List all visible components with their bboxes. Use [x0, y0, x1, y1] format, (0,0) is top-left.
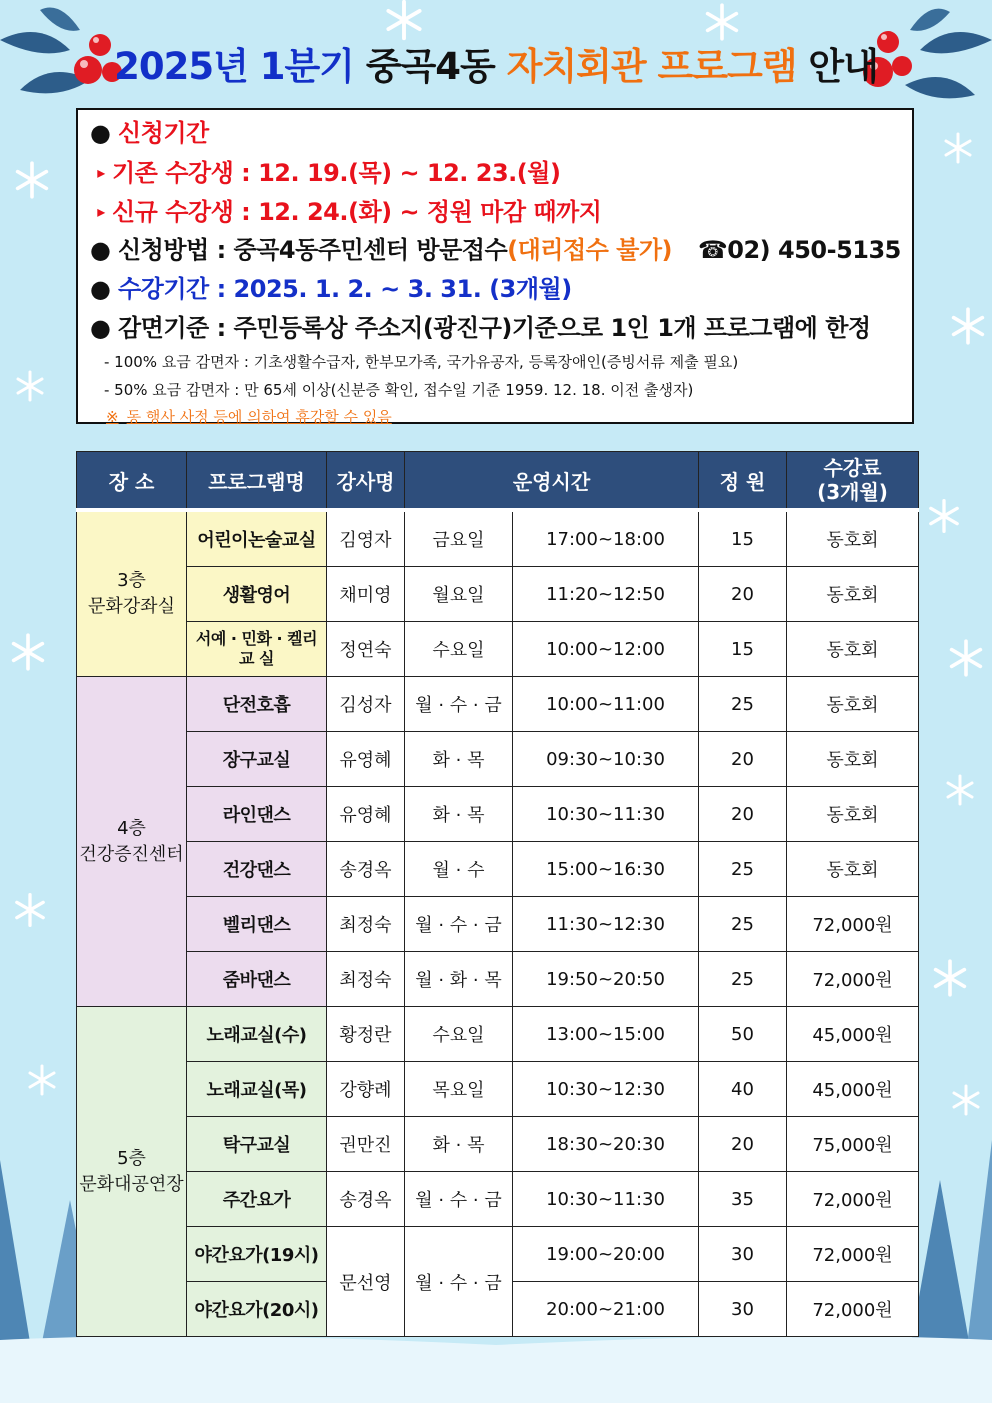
teacher-name: 채미영 [327, 567, 405, 622]
time: 19:50~20:50 [513, 952, 699, 1007]
table-header-row [77, 452, 919, 511]
program-name: 노래교실(목) [187, 1062, 327, 1117]
days: 목요일 [405, 1062, 513, 1117]
header-place: 장 소 [77, 452, 187, 511]
time: 10:30~11:30 [513, 787, 699, 842]
apply-method-line [90, 231, 902, 270]
apply-period-line [90, 114, 902, 153]
phone-number: ☎02) 450-5135 [697, 236, 901, 264]
reference-mark-icon: ※ [106, 408, 119, 426]
days: 금요일 [405, 510, 513, 567]
program-name: 줌바댄스 [187, 952, 327, 1007]
header-time: 운영시간 [405, 452, 699, 511]
table-row [77, 1172, 919, 1227]
capacity: 40 [699, 1062, 787, 1117]
table-row [77, 1117, 919, 1172]
time: 19:00~20:00 [513, 1227, 699, 1282]
location-floor3: 3층 문화강좌실 [77, 510, 187, 677]
teacher-name: 유영혜 [327, 732, 405, 787]
program-name: 벨리댄스 [187, 897, 327, 952]
fee: 72,000원 [787, 1227, 919, 1282]
fee: 45,000원 [787, 1062, 919, 1117]
header-capacity: 정 원 [699, 452, 787, 511]
fee: 동호회 [787, 842, 919, 897]
fee: 동호회 [787, 677, 919, 732]
teacher-name: 송경옥 [327, 1172, 405, 1227]
capacity: 25 [699, 952, 787, 1007]
program-name: 건강댄스 [187, 842, 327, 897]
bullet-icon: ● [90, 275, 111, 303]
table-row [77, 1227, 919, 1282]
fee: 동호회 [787, 787, 919, 842]
table-row [77, 1062, 919, 1117]
title-program: 자치회관 프로그램 [506, 45, 797, 88]
days: 월요일 [405, 567, 513, 622]
days: 수요일 [405, 1007, 513, 1062]
time: 10:30~12:30 [513, 1062, 699, 1117]
capacity: 30 [699, 1227, 787, 1282]
program-table [76, 451, 919, 1337]
program-name: 생활영어 [187, 567, 327, 622]
table-row [77, 952, 919, 1007]
fee: 동호회 [787, 567, 919, 622]
fee: 72,000원 [787, 1172, 919, 1227]
time: 17:00~18:00 [513, 510, 699, 567]
teacher-name: 권만진 [327, 1117, 405, 1172]
discount-100: - 100% 요금 감면자 : 기초생활수급자, 한부모가족, 국가유공자, 등록장애인(증빙서류 제출 필요) [104, 353, 739, 371]
days: 월 · 수 · 금 [405, 677, 513, 732]
teacher-name: 송경옥 [327, 842, 405, 897]
table-row [77, 842, 919, 897]
capacity: 25 [699, 842, 787, 897]
days: 월 · 수 · 금 [405, 897, 513, 952]
existing-student-period: ▸ 기존 수강생 : 12. 19.(목) ~ 12. 23.(월) [90, 153, 902, 192]
program-name: 장구교실 [187, 732, 327, 787]
title-dong: 중곡4동 [365, 45, 495, 88]
program-name: 라인댄스 [187, 787, 327, 842]
apply-method-note: (대리접수 불가) [507, 236, 673, 264]
teacher-name: 최정숙 [327, 897, 405, 952]
closure-notice: ※ 동 행사 사정 등에 의하여 휴강할 수 있음 [106, 408, 392, 426]
days: 월 · 수 [405, 842, 513, 897]
discount-criteria-line: ● 감면기준 : 주민등록상 주소지(광진구)기준으로 1인 1개 프로그램에 한정 [90, 309, 902, 348]
table-row [77, 567, 919, 622]
apply-method: 신청방법 : 중곡4동주민센터 방문접수 [118, 236, 508, 264]
table-row [77, 677, 919, 732]
header-fee: 수강료 (3개월) [787, 452, 919, 511]
time: 18:30~20:30 [513, 1117, 699, 1172]
program-name: 야간요가(19시) [187, 1227, 327, 1282]
page-title [0, 36, 992, 90]
capacity: 25 [699, 677, 787, 732]
fee: 45,000원 [787, 1007, 919, 1062]
fee: 72,000원 [787, 952, 919, 1007]
capacity: 20 [699, 1117, 787, 1172]
fee: 72,000원 [787, 1282, 919, 1337]
time: 15:00~16:30 [513, 842, 699, 897]
table-row [77, 787, 919, 842]
days: 화 · 목 [405, 1117, 513, 1172]
capacity: 20 [699, 567, 787, 622]
program-name: 노래교실(수) [187, 1007, 327, 1062]
program-name: 단전호흡 [187, 677, 327, 732]
time: 10:30~11:30 [513, 1172, 699, 1227]
application-info-box [76, 108, 914, 424]
days: 월 · 수 · 금 [405, 1172, 513, 1227]
header-program: 프로그램명 [187, 452, 327, 511]
teacher-name: 유영혜 [327, 787, 405, 842]
arrow-right-icon: ▸ [97, 163, 105, 182]
bullet-icon: ● [90, 314, 111, 342]
fee: 72,000원 [787, 897, 919, 952]
table-row [77, 1007, 919, 1062]
apply-period-label: 신청기간 [118, 119, 209, 147]
teacher-name: 문선영 [327, 1227, 405, 1337]
table-row [77, 897, 919, 952]
time: 13:00~15:00 [513, 1007, 699, 1062]
days: 수요일 [405, 622, 513, 677]
time: 11:30~12:30 [513, 897, 699, 952]
capacity: 20 [699, 787, 787, 842]
arrow-right-icon: ▸ [97, 202, 105, 221]
teacher-name: 강향례 [327, 1062, 405, 1117]
program-name: 서예 · 민화 · 켈리 교 실 [187, 622, 327, 677]
table-row [77, 622, 919, 677]
fee: 동호회 [787, 510, 919, 567]
capacity: 35 [699, 1172, 787, 1227]
days: 월 · 수 · 금 [405, 1227, 513, 1337]
capacity: 15 [699, 510, 787, 567]
new-student-period: ▸ 신규 수강생 : 12. 24.(화) ~ 정원 마감 때까지 [90, 192, 902, 231]
course-period-line: ● 수강기간 : 2025. 1. 2. ~ 3. 31. (3개월) [90, 270, 902, 309]
location-floor5: 5층 문화대공연장 [77, 1007, 187, 1337]
time: 10:00~11:00 [513, 677, 699, 732]
program-name: 어린이논술교실 [187, 510, 327, 567]
time: 09:30~10:30 [513, 732, 699, 787]
capacity: 15 [699, 622, 787, 677]
days: 월 · 화 · 목 [405, 952, 513, 1007]
fee: 동호회 [787, 622, 919, 677]
teacher-name: 황정란 [327, 1007, 405, 1062]
days: 화 · 목 [405, 732, 513, 787]
days: 화 · 목 [405, 787, 513, 842]
title-guide: 안내 [808, 45, 878, 88]
capacity: 30 [699, 1282, 787, 1337]
teacher-name: 정연숙 [327, 622, 405, 677]
teacher-name: 최정숙 [327, 952, 405, 1007]
fee: 75,000원 [787, 1117, 919, 1172]
title-quarter: 2025년 1분기 [114, 45, 354, 88]
location-floor4: 4층 건강증진센터 [77, 677, 187, 1007]
capacity: 25 [699, 897, 787, 952]
teacher-name: 김영자 [327, 510, 405, 567]
teacher-name: 김성자 [327, 677, 405, 732]
header-teacher: 강사명 [327, 452, 405, 511]
table-row [77, 510, 919, 567]
bullet-icon: ● [90, 119, 111, 147]
table-row [77, 732, 919, 787]
time: 11:20~12:50 [513, 567, 699, 622]
bullet-icon: ● [90, 236, 111, 264]
program-name: 탁구교실 [187, 1117, 327, 1172]
program-name: 야간요가(20시) [187, 1282, 327, 1337]
capacity: 20 [699, 732, 787, 787]
time: 20:00~21:00 [513, 1282, 699, 1337]
discount-50: - 50% 요금 감면자 : 만 65세 이상(신분증 확인, 접수일 기준 1959. 12. 18. 이전 출생자) [104, 381, 694, 399]
capacity: 50 [699, 1007, 787, 1062]
fee: 동호회 [787, 732, 919, 787]
program-name: 주간요가 [187, 1172, 327, 1227]
time: 10:00~12:00 [513, 622, 699, 677]
